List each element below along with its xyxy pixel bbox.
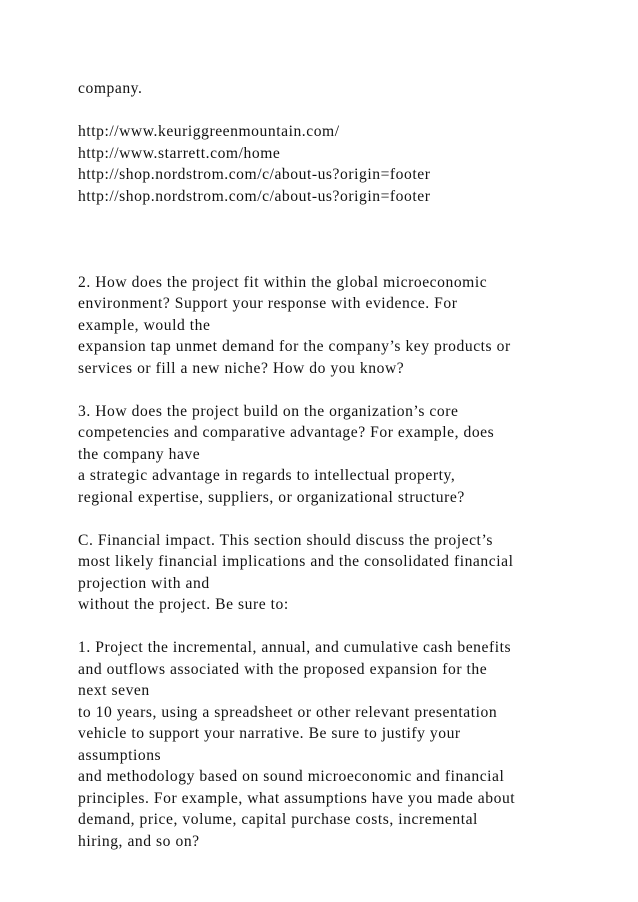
text-line: competencies and comparative advantage? For example, does — [78, 424, 495, 441]
text-line: principles. For example, what assumptions have you made about — [78, 789, 516, 807]
text-line: to 10 years, using a spreadsheet or other relevant presentation — [78, 703, 498, 721]
text-line: company. — [78, 80, 143, 97]
url-line: http://shop.nordstrom.com/c/about-us?origin=footer — [78, 187, 431, 205]
text-line: without the project. Be sure to: — [78, 596, 289, 613]
blank-line — [78, 207, 618, 229]
text-line: and outflows associated with the proposed expansion for the — [78, 660, 488, 678]
blank-line — [78, 508, 618, 530]
blank-line — [78, 250, 618, 272]
text-line: example, would the — [78, 316, 211, 334]
text-line: 2. How does the project fit within the global microeconomic — [78, 273, 488, 291]
text-line: expansion tap unmet demand for the company’s key products or — [78, 338, 511, 355]
url-line: http://shop.nordstrom.com/c/about-us?origin=footer — [78, 166, 431, 183]
text-line: projection with and — [78, 574, 210, 592]
text-line: 3. How does the project build on the organization’s core — [78, 402, 459, 420]
text-line: the company have — [78, 445, 201, 463]
text-line: a strategic advantage in regards to intellectual property, — [78, 467, 456, 484]
text-line: demand, price, volume, capital purchase costs, incremental — [78, 811, 478, 828]
text-line: environment? Support your response with evidence. For — [78, 295, 458, 312]
text-line: 1. Project the incremental, annual, and cumulative cash benefits — [78, 639, 512, 656]
text-line: most likely financial implications and the consolidated financial — [78, 553, 514, 570]
blank-line — [78, 229, 618, 251]
blank-line — [78, 100, 618, 122]
url-line: http://www.keuriggreenmountain.com/ — [78, 123, 340, 140]
text-line: hiring, and so on? — [78, 832, 200, 850]
text-line: C. Financial impact. This section should discuss the project’s — [78, 531, 493, 549]
text-line: regional expertise, suppliers, or organizational structure? — [78, 488, 465, 506]
url-line: http://www.starrett.com/home — [78, 144, 281, 162]
blank-line — [78, 379, 618, 401]
text-line: services or fill a new niche? How do you know? — [78, 359, 405, 377]
blank-line — [78, 616, 618, 638]
text-line: next seven — [78, 682, 150, 699]
text-line: assumptions — [78, 746, 162, 764]
document-body — [78, 78, 618, 852]
text-line: vehicle to support your narrative. Be sure to justify your — [78, 725, 461, 742]
text-line: and methodology based on sound microeconomic and financial — [78, 768, 505, 785]
